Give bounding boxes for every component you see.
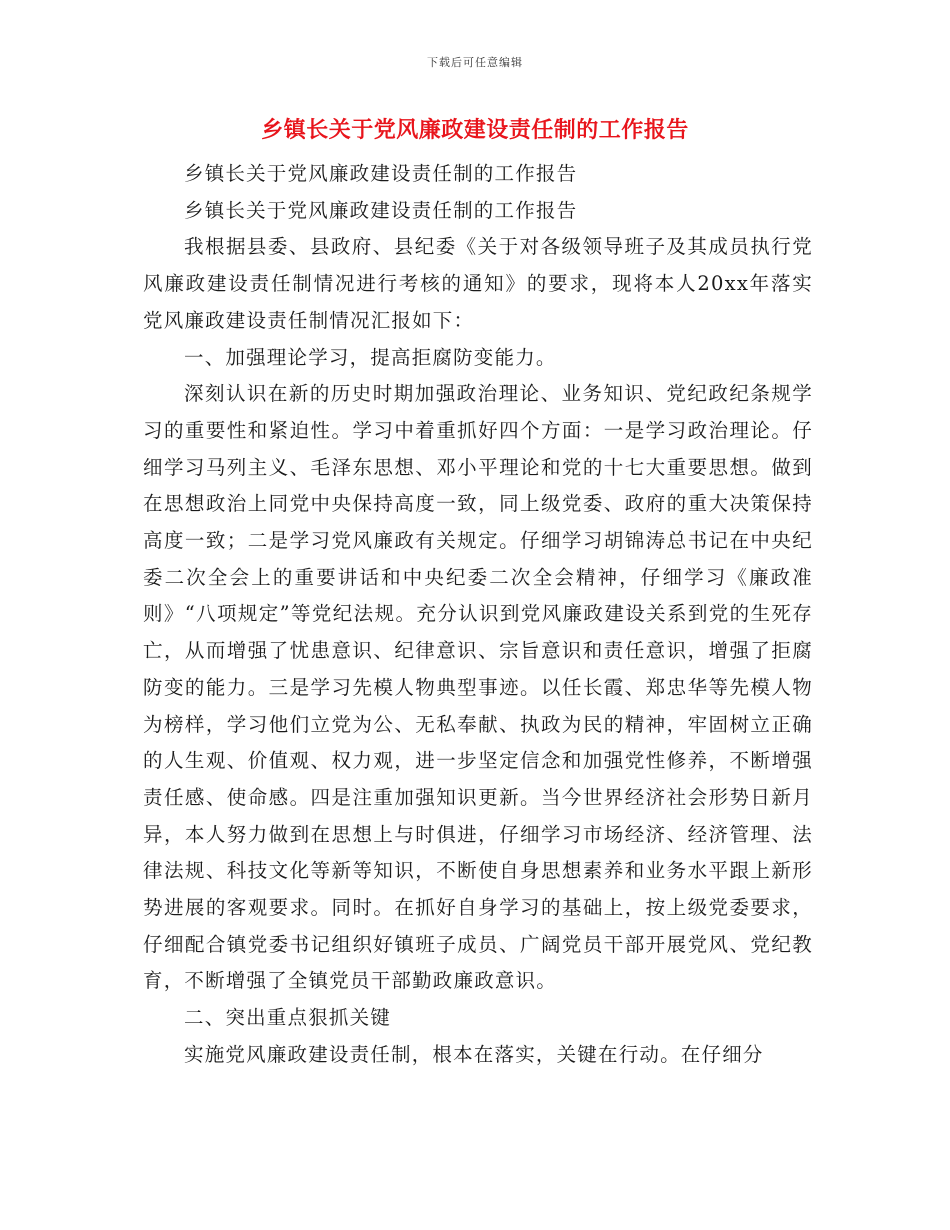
paragraph-intro: 我根据县委、县政府、县纪委《关于对各级领导班子及其成员执行党风廉政建设责任制情况进行考核的通知》的要求，现将本人20xx年落实党风廉政建设责任制情况汇报如下： (143, 235, 813, 332)
paragraph-subtitle-1: 乡镇长关于党风廉政建设责任制的工作报告 (184, 162, 578, 185)
header-note: 下载后可任意编辑 (427, 56, 523, 69)
section-heading-1: 一、加强理论学习，提高拒腐防变能力。 (184, 345, 557, 369)
paragraph-section-2: 实施党风廉政建设责任制，根本在落实，关键在行动。在仔细分 (184, 1042, 764, 1066)
paragraph-subtitle-2: 乡镇长关于党风廉政建设责任制的工作报告 (184, 198, 578, 222)
section-heading-2: 二、突出重点狠抓关键 (184, 1006, 392, 1030)
paragraph-section-1: 深刻认识在新的历史时期加强政治理论、业务知识、党纪政纪条规学习的重要性和紧迫性。学习中着重抓好四个方面：一是学习政治理论。仔细学习马列主义、毛泽东思想、邓小平理论和党的十七大重要思想。做到在思想政治上同党中央保持高度一致，同上级党委、政府的重大决策保持高度一致；二是学习党风廉政有关规定。仔细学习胡锦涛总书记在中央纪委二次全会上的重要讲话和中央纪委二次全会精神，仔细学习《廉政准则》“八项规定”等党纪法规。充分认识到党风廉政建设关系到党的生死存亡，从而增强了忧患意识、纪律意识、宗旨意识和责任意识，增强了拒腐防变的能力。三是学习先模人物典型事迹。以任长霞、郑忠华等先模人物为榜样，学习他们立党为公、无私奉献、执政为民的精神，牢固树立正确的人生观、价值观、权力观，进一步坚定信念和加强党性修养，不断增强责任感、使命感。四是注重加强知识更新。当今世界经济社会形势日新月异，本人努力做到在思想上与时俱进，仔细学习市场经济、经济管理、法律法规、科技文化等新等知识，不断使自身思想素养和业务水平跟上新形势进展的客观要求。同时。在抓好自身学习的基础上，按上级党委要求，仔细配合镇党委书记组织好镇班子成员、广阔党员干部开展党风、党纪教育，不断增强了全镇党员干部勤政廉政意识。 (143, 382, 813, 993)
document-body (143, 156, 813, 1074)
document-title: 乡镇长关于党风廉政建设责任制的工作报告 (261, 117, 689, 143)
